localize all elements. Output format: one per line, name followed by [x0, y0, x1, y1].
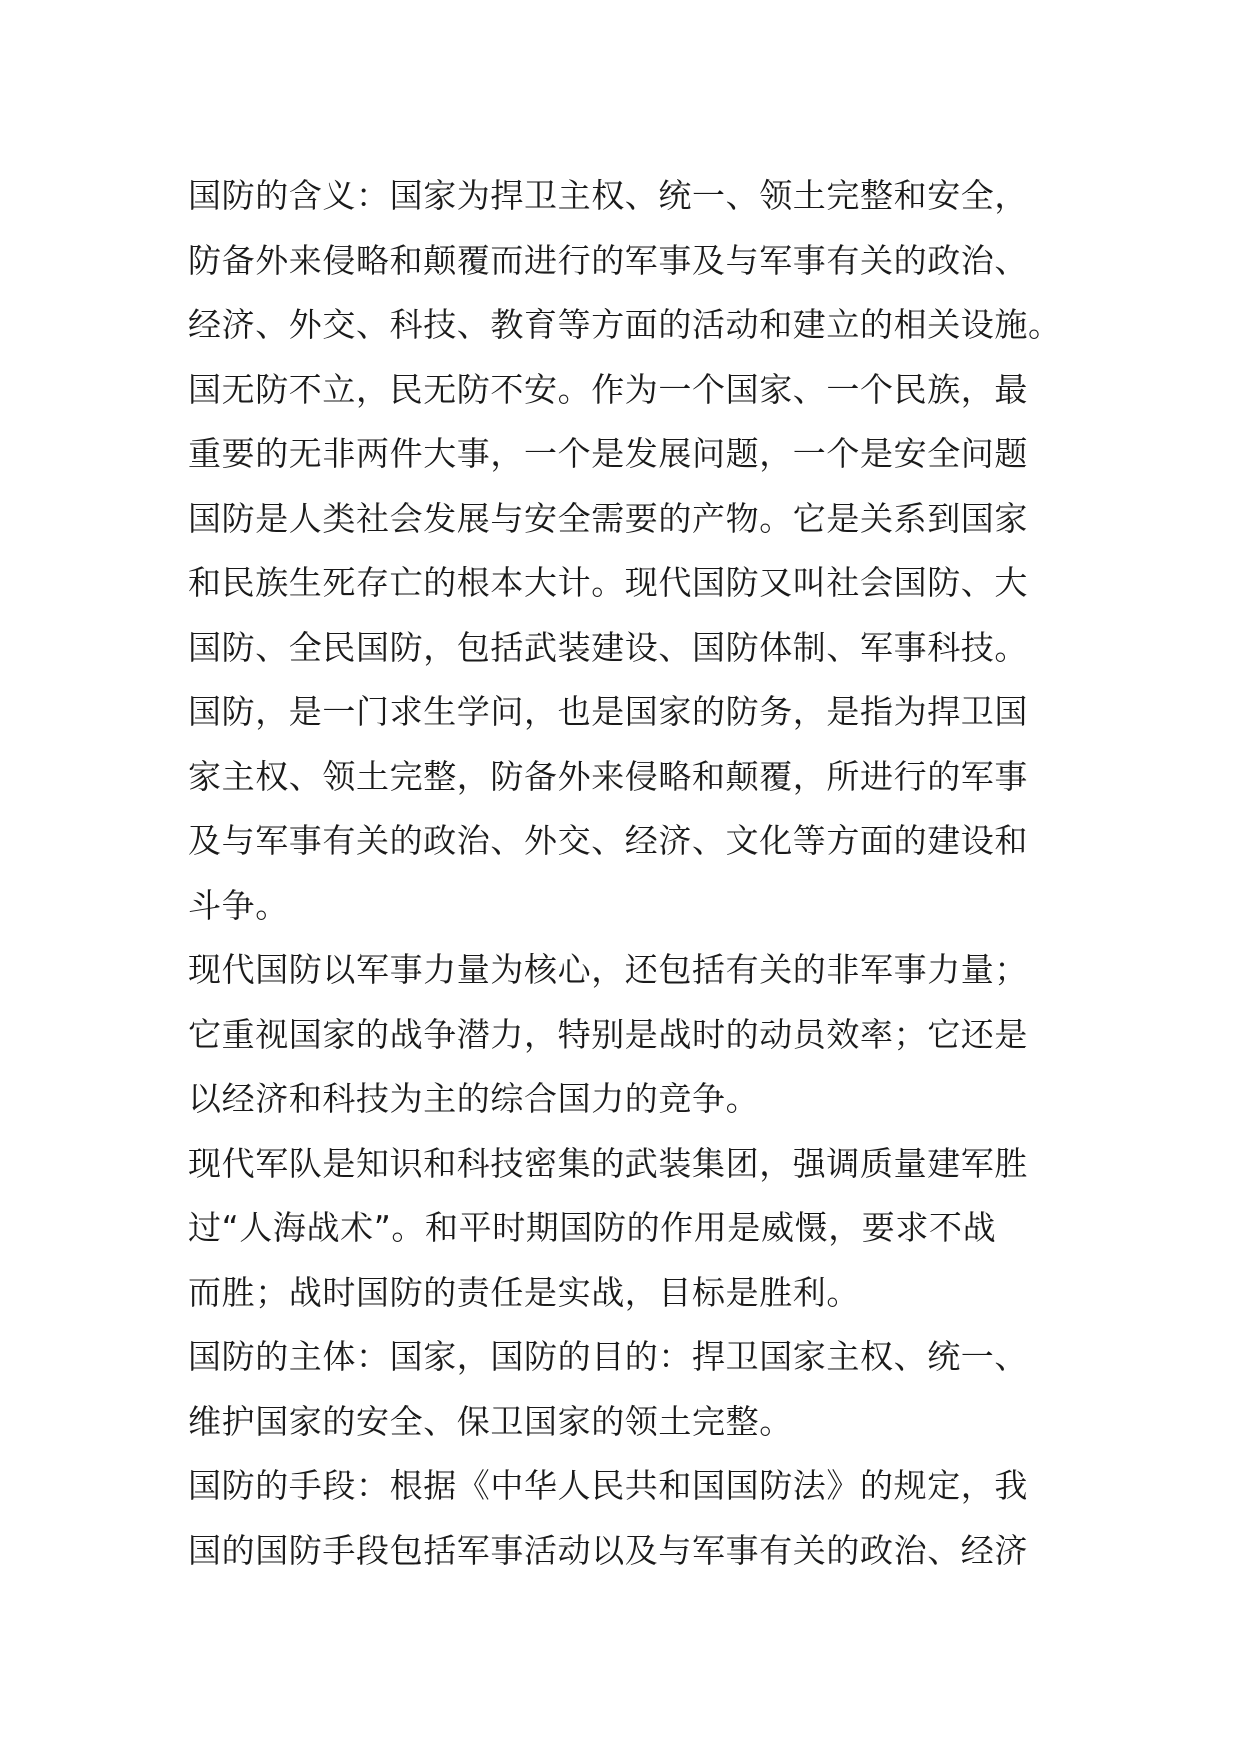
text-line: 国防的主体：国家，国防的目的：捍卫国家主权、统一、 [188, 1337, 1028, 1376]
document-body [188, 164, 1063, 1583]
text-line: 现代国防以军事力量为核心，还包括有关的非军事力量； [188, 950, 1028, 989]
text-line: 国的国防手段包括军事活动以及与军事有关的政治、经济 [188, 1530, 1028, 1570]
text-line: 防备外来侵略和颠覆而进行的军事及与军事有关的政治、 [188, 240, 1028, 280]
text-line: 和民族生死存亡的根本大计。现代国防又叫社会国防、大 [188, 563, 1028, 602]
text-line: 经济、外交、科技、教育等方面的活动和建立的相关设施。 [188, 305, 1062, 344]
text-line: 家主权、领土完整，防备外来侵略和颠覆，所进行的军事 [188, 756, 1028, 796]
text-line: 维护国家的安全、保卫国家的领土完整。 [188, 1401, 793, 1441]
text-line: 国无防不立，民无防不安。作为一个国家、一个民族，最 [188, 369, 1028, 409]
text-line: 它重视国家的战争潜力，特别是战时的动员效率；它还是 [188, 1014, 1028, 1054]
text-line: 重要的无非两件大事，一个是发展问题，一个是安全问题 [188, 434, 1028, 473]
text-line: 斗争。 [188, 885, 289, 925]
text-line: 国防，是一门求生学问，也是国家的防务，是指为捍卫国 [188, 692, 1028, 731]
text-line: 过“人海战术”。和平时期国防的作用是威慑，要求不战 [188, 1208, 997, 1247]
text-line: 国防、全民国防，包括武装建设、国防体制、军事科技。 [188, 627, 1028, 667]
text-line: 及与军事有关的政治、外交、经济、文化等方面的建设和 [188, 821, 1028, 860]
text-line: 现代军队是知识和科技密集的武装集团，强调质量建军胜 [188, 1143, 1028, 1183]
text-line: 国防的手段：根据《中华人民共和国国防法》的规定，我 [188, 1466, 1028, 1505]
text-line: 而胜；战时国防的责任是实战，目标是胜利。 [188, 1272, 860, 1312]
text-line: 以经济和科技为主的综合国力的竞争。 [188, 1079, 760, 1118]
text-line: 国防的含义：国家为捍卫主权、统一、领土完整和安全， [188, 176, 1028, 215]
text-line: 国防是人类社会发展与安全需要的产物。它是关系到国家 [188, 498, 1028, 538]
